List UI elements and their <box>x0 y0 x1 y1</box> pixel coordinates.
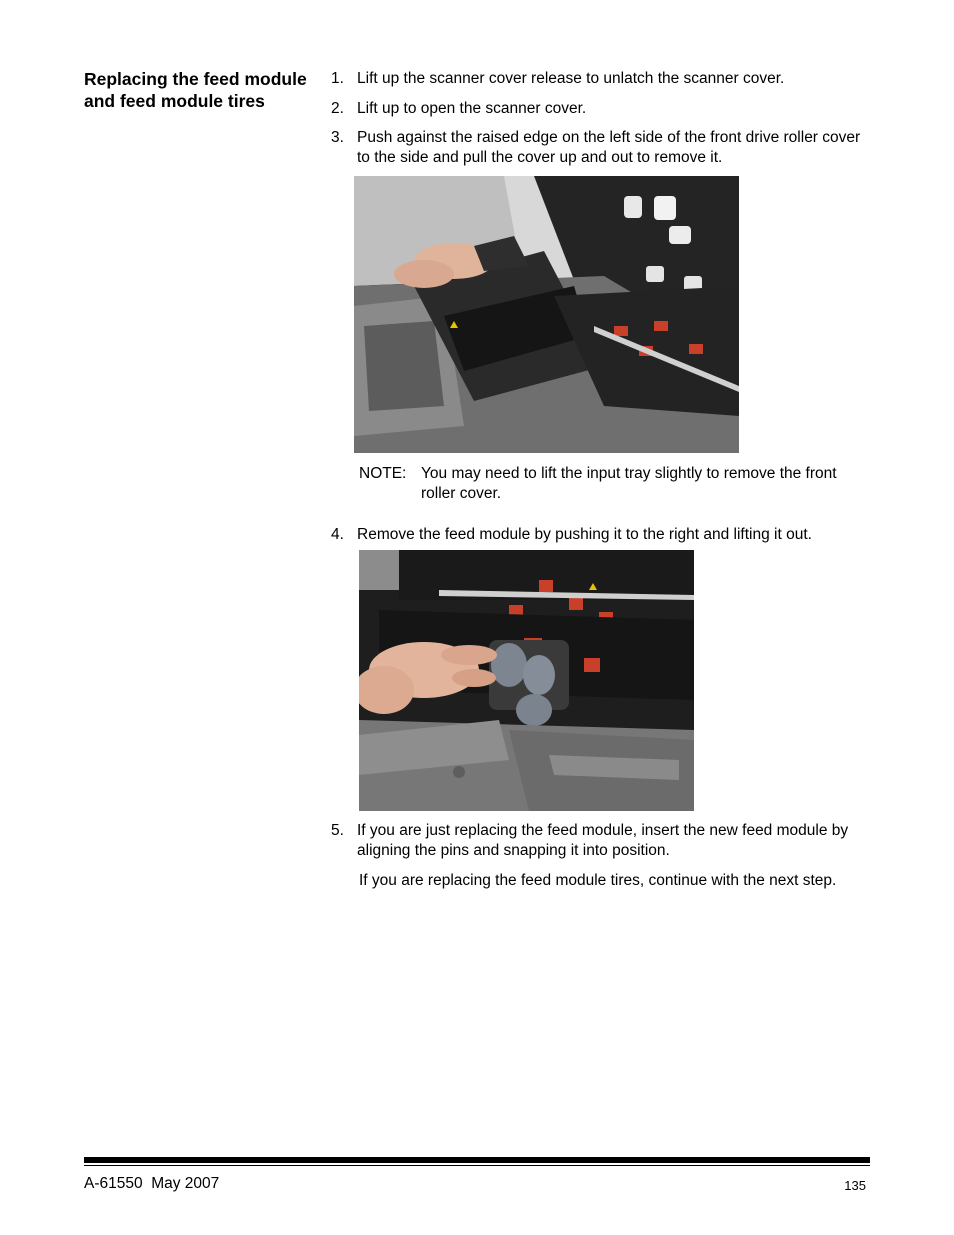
section-heading: Replacing the feed module and feed module tires <box>84 69 307 111</box>
step-3 <box>331 128 876 168</box>
step-number: 5. <box>331 822 344 839</box>
step-number: 4. <box>331 526 344 543</box>
photo-roller-cover-removal-illustration <box>354 176 739 453</box>
footer-page-number: 135 <box>844 1178 866 1193</box>
step-text: Lift up the scanner cover release to unlatch the scanner cover. <box>357 70 785 87</box>
step-number: 1. <box>331 70 344 87</box>
step-text: Push against the raised edge on the left side of the front drive roller cover to the side and pull the cover up and out to remove it. <box>357 129 861 166</box>
photo-feed-module-removal-illustration <box>359 550 694 811</box>
footer-rule-thick <box>84 1157 870 1163</box>
step-5 <box>331 821 876 861</box>
step-2 <box>331 99 876 119</box>
footer-rule-thin <box>84 1165 870 1166</box>
step-number: 3. <box>331 129 344 146</box>
step-5-continuation: If you are replacing the feed module tires, continue with the next step. <box>359 872 837 889</box>
photo-roller-cover-removal <box>354 176 739 453</box>
step-text: If you are just replacing the feed module, insert the new feed module by aligning the pins and snapping it into position. <box>357 822 849 859</box>
note-text: You may need to lift the input tray slightly to remove the front roller cover. <box>421 465 837 502</box>
step-1 <box>331 69 876 89</box>
step-text: Lift up to open the scanner cover. <box>357 100 587 117</box>
photo-feed-module-removal <box>359 550 694 811</box>
note <box>359 464 869 504</box>
step-text: Remove the feed module by pushing it to the right and lifting it out. <box>357 526 812 543</box>
step-4 <box>331 525 876 545</box>
footer-doc-id: A-61550 May 2007 <box>84 1175 220 1192</box>
note-label: NOTE: <box>359 465 407 482</box>
step-number: 2. <box>331 100 344 117</box>
